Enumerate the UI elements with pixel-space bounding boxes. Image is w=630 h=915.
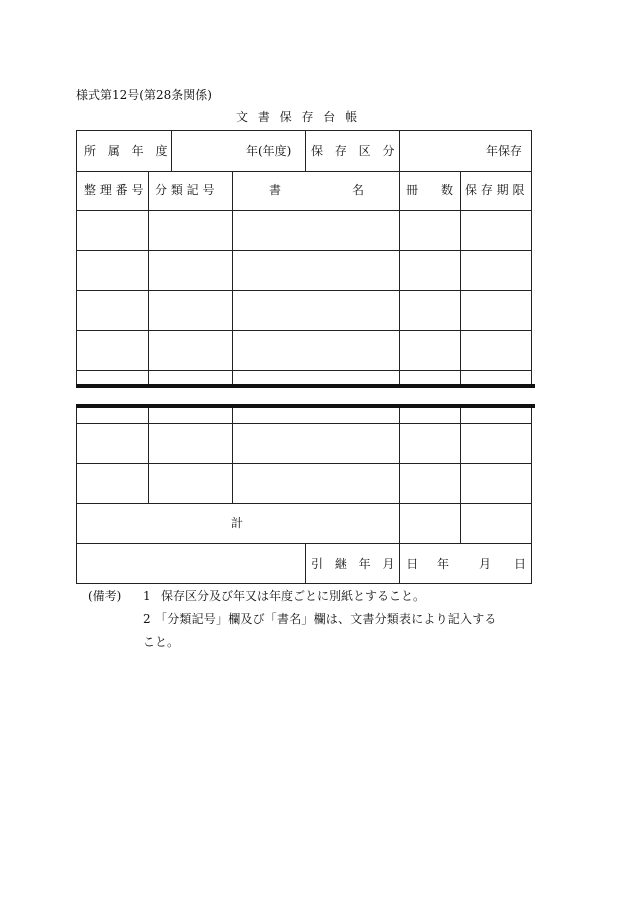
column-line bbox=[305, 543, 306, 584]
column-line bbox=[232, 171, 233, 503]
col-doc-name-right: 名 bbox=[352, 183, 365, 197]
row-line bbox=[76, 330, 532, 331]
notes-label: (備考) bbox=[88, 589, 122, 603]
col-retention-deadline: 保 存 期 限 bbox=[465, 183, 525, 197]
transfer-date-label: 引 継 年 月 日 bbox=[311, 557, 423, 571]
omission-gap bbox=[74, 385, 537, 405]
note-2-continuation: こと。 bbox=[143, 635, 180, 649]
ledger-table bbox=[76, 130, 532, 584]
omission-line-bottom bbox=[76, 404, 535, 408]
row-line bbox=[76, 171, 532, 172]
col-doc-name-left: 書 bbox=[269, 183, 282, 197]
row-line bbox=[76, 250, 532, 251]
belong-year-label: 所 属 年 度 bbox=[84, 144, 172, 158]
row-line bbox=[76, 210, 532, 211]
row-line bbox=[76, 423, 532, 424]
year-suffix: 年(年度) bbox=[246, 144, 292, 158]
note-1-text: 保存区分及び年又は年度ごとに別紙とすること。 bbox=[161, 589, 426, 603]
note-2-text: 「分類記号」欄及び「書名」欄は、文書分類表により記入する bbox=[155, 612, 497, 626]
omission-line-top bbox=[76, 384, 535, 388]
col-classification-code: 分 類 記 号 bbox=[155, 183, 215, 197]
retention-class-label: 保 存 区 分 bbox=[311, 144, 399, 158]
transfer-day: 日 bbox=[514, 557, 527, 571]
column-line bbox=[399, 130, 400, 171]
row-line bbox=[76, 543, 532, 544]
row-line bbox=[76, 463, 532, 464]
row-line bbox=[76, 503, 532, 504]
column-line bbox=[399, 171, 400, 584]
column-line bbox=[148, 171, 149, 503]
col-serial-number: 整 理 番 号 bbox=[84, 183, 144, 197]
row-line bbox=[76, 370, 532, 371]
col-volume-left: 冊 bbox=[406, 183, 419, 197]
row-line bbox=[76, 290, 532, 291]
page-title: 文 書 保 存 台 帳 bbox=[236, 110, 361, 124]
total-label: 計 bbox=[231, 516, 244, 530]
note-1-number: 1 bbox=[143, 589, 151, 603]
form-number: 様式第12号(第28条関係) bbox=[76, 88, 212, 102]
column-line bbox=[305, 130, 306, 171]
retention-years: 年保存 bbox=[486, 144, 523, 158]
transfer-year: 年 bbox=[437, 557, 450, 571]
column-line bbox=[460, 171, 461, 543]
col-volume-right: 数 bbox=[441, 183, 454, 197]
transfer-month: 月 bbox=[479, 557, 492, 571]
note-2-number: 2 bbox=[143, 612, 151, 626]
